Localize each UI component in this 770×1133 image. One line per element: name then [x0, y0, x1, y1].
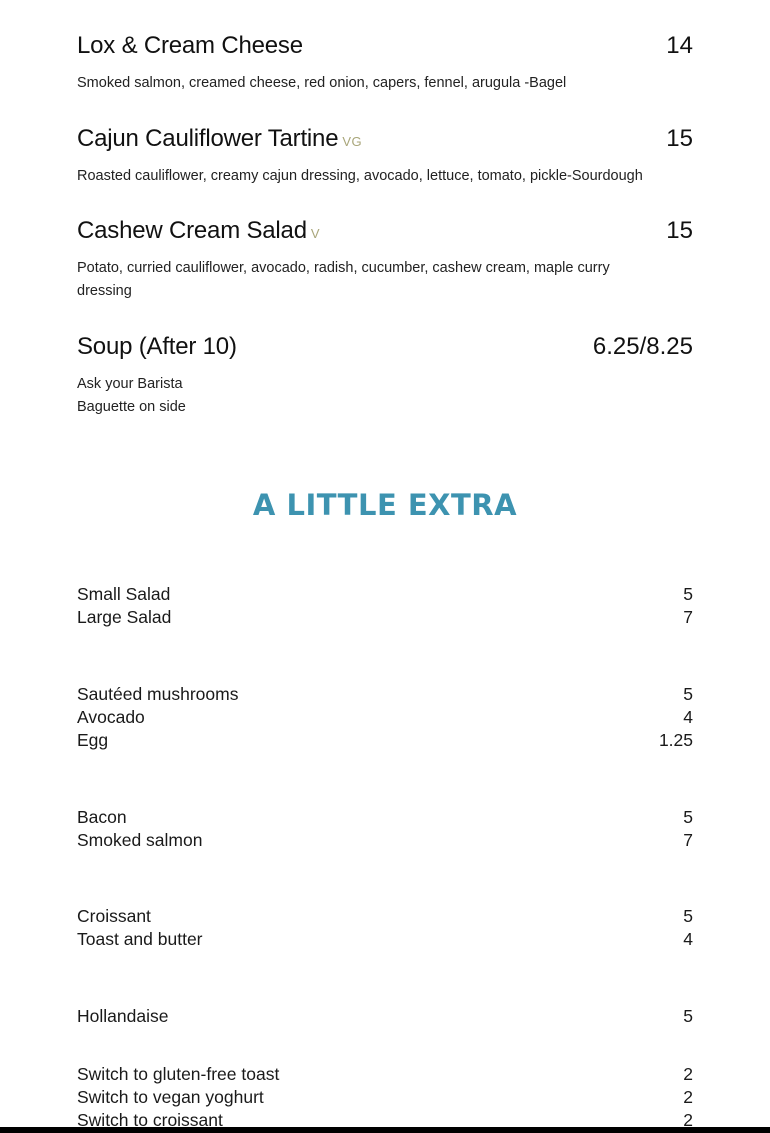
- extra-row: [77, 806, 693, 829]
- extra-price: 7: [683, 830, 693, 850]
- extra-price: 5: [683, 906, 693, 926]
- menu-item-title: [77, 32, 303, 60]
- extra-name: Switch to croissant: [77, 1110, 223, 1127]
- menu-item-price: 14: [666, 32, 693, 59]
- extra-name: Bacon: [77, 807, 127, 827]
- extra-name: Switch to gluten-free toast: [77, 1064, 280, 1084]
- extra-row: [77, 1109, 693, 1127]
- extra-row: [77, 829, 693, 852]
- extra-row: [77, 583, 693, 606]
- menu-item: [77, 32, 693, 95]
- extra-price: 1.25: [658, 730, 693, 750]
- bottom-border: [0, 1127, 770, 1133]
- extra-price: 5: [683, 584, 693, 604]
- extra-name: Large Salad: [77, 607, 172, 627]
- extra-price: 2: [683, 1110, 693, 1127]
- menu-item-header: [77, 32, 693, 62]
- extra-name: Sautéed mushrooms: [77, 684, 239, 704]
- extra-price: 4: [683, 707, 693, 727]
- menu-item: [77, 217, 693, 303]
- menu-page: [77, 0, 693, 1127]
- extra-price: 2: [683, 1087, 693, 1107]
- extra-price: 5: [683, 1006, 693, 1026]
- menu-item-price: 15: [666, 125, 693, 152]
- extra-row: [77, 606, 693, 629]
- menu-item: [77, 125, 693, 188]
- vegetarian-badge: V: [310, 226, 321, 241]
- menu-item-name: Cashew Cream Salad: [77, 217, 307, 244]
- vegan-badge: VG: [342, 134, 363, 149]
- menu-item-header: [77, 217, 693, 247]
- menu-item-description: [77, 257, 677, 303]
- menu-item-description: [77, 165, 677, 188]
- extra-name: Smoked salmon: [77, 830, 203, 850]
- menu-item: [77, 333, 693, 419]
- section-title: A LITTLE EXTRA: [252, 488, 518, 522]
- menu-item-name: Cajun Cauliflower Tartine: [77, 125, 339, 152]
- extra-name: Avocado: [77, 707, 145, 727]
- menu-item-price: 6.25/8.25: [592, 333, 693, 360]
- menu-item-title: [77, 333, 237, 361]
- extra-row: [77, 905, 693, 928]
- description-line: Baguette on side: [77, 399, 186, 415]
- menu-item-header: [77, 125, 693, 155]
- extra-price: 4: [683, 929, 693, 949]
- description-line: Roasted cauliflower, creamy cajun dressing, avocado, lettuce, tomato, pickle-Sourdough: [77, 168, 643, 184]
- extra-row: [77, 1086, 693, 1109]
- extra-name: Switch to vegan yoghurt: [77, 1087, 264, 1107]
- extra-name: Hollandaise: [77, 1006, 169, 1026]
- extras-group: [77, 905, 693, 951]
- extra-row: [77, 1063, 693, 1086]
- menu-item-title: [77, 125, 362, 153]
- extra-price: 5: [683, 807, 693, 827]
- extra-name: Toast and butter: [77, 929, 203, 949]
- extra-row: [77, 729, 693, 752]
- extra-price: 7: [683, 607, 693, 627]
- description-line: Potato, curried cauliflower, avocado, radish, cucumber, cashew cream, maple curry: [77, 260, 610, 276]
- menu-item-header: [77, 333, 693, 363]
- extra-row: [77, 683, 693, 706]
- extra-name: Croissant: [77, 906, 151, 926]
- menu-item-price: 15: [666, 217, 693, 244]
- extra-price: 5: [683, 684, 693, 704]
- extra-name: Small Salad: [77, 584, 171, 604]
- menu-item-description: [77, 72, 677, 95]
- extras-group: [77, 1005, 693, 1028]
- extra-row: [77, 928, 693, 951]
- extras-group: [77, 683, 693, 752]
- extra-name: Egg: [77, 730, 109, 750]
- extra-row: [77, 1005, 693, 1028]
- extras-group: [77, 806, 693, 852]
- extras-group: [77, 583, 693, 629]
- description-line: dressing: [77, 283, 132, 299]
- extra-price: 2: [683, 1064, 693, 1084]
- menu-item-description: [77, 373, 677, 419]
- description-line: Ask your Barista: [77, 376, 183, 392]
- extras-group: [77, 1063, 693, 1127]
- menu-item-name: Lox & Cream Cheese: [77, 32, 303, 59]
- menu-item-title: [77, 217, 320, 245]
- description-line: Smoked salmon, creamed cheese, red onion, capers, fennel, arugula -Bagel: [77, 75, 567, 91]
- menu-item-name: Soup (After 10): [77, 333, 237, 360]
- extra-row: [77, 706, 693, 729]
